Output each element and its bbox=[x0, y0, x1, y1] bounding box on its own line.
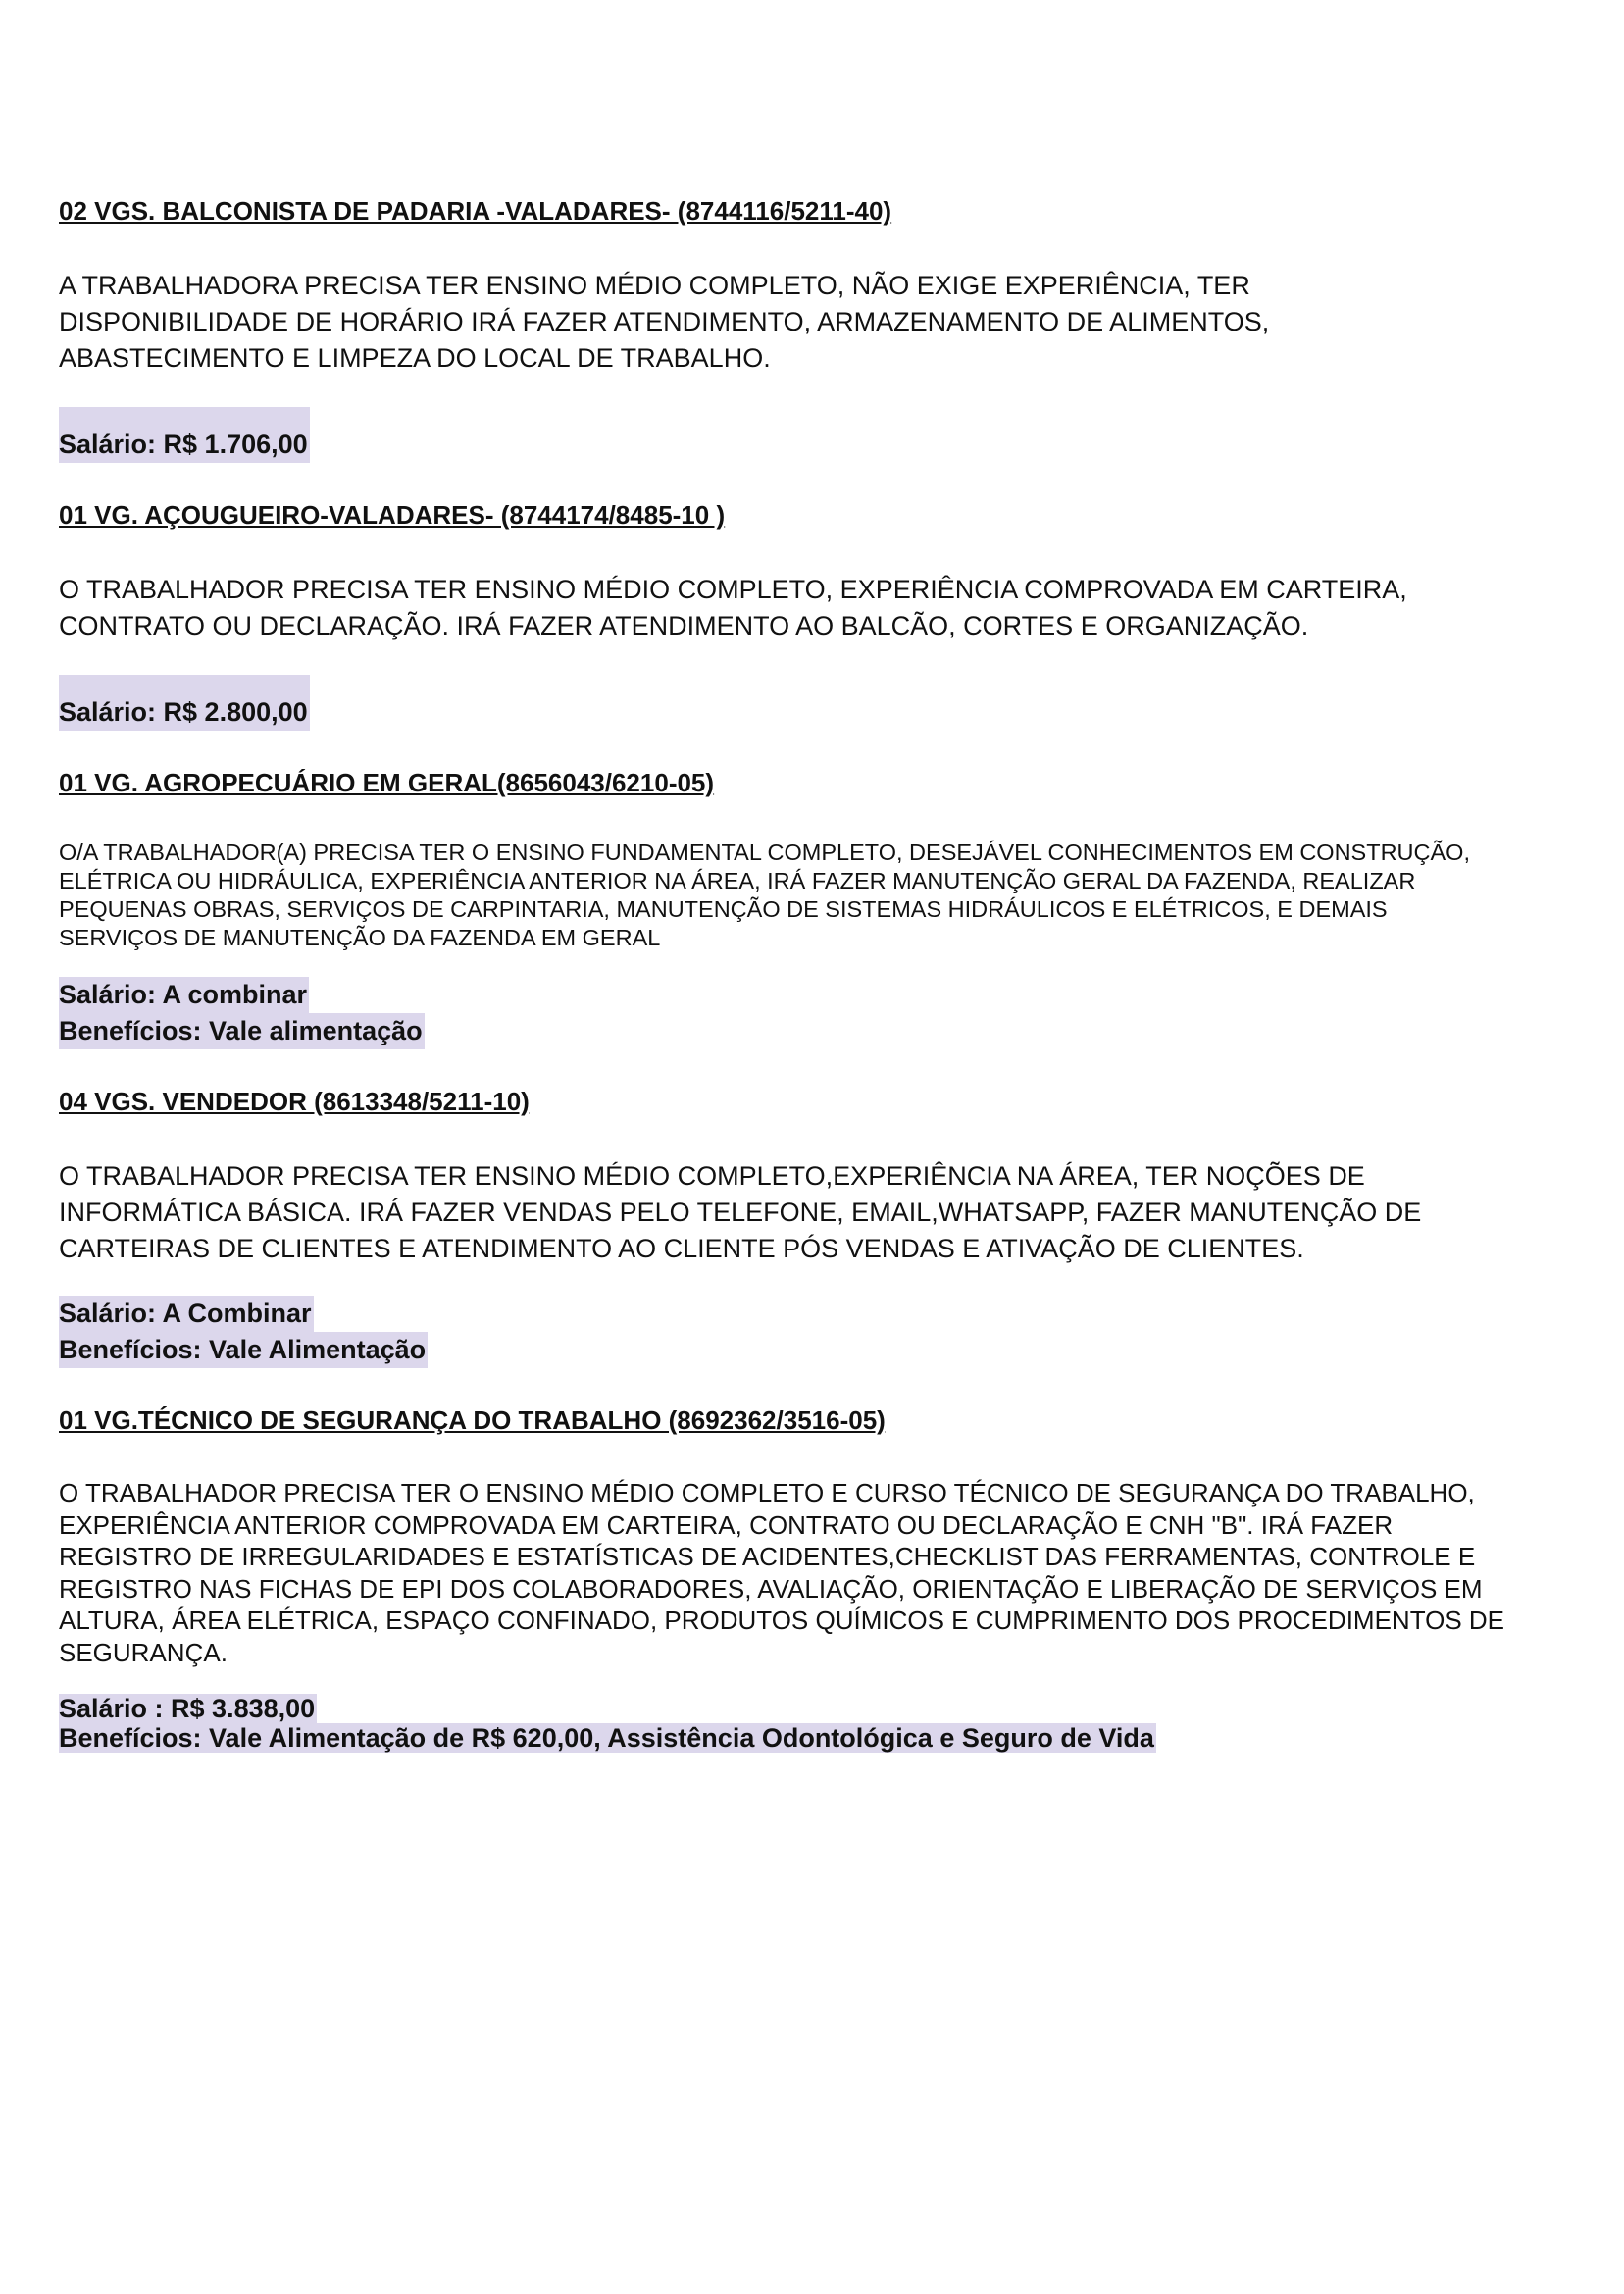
job-description: O TRABALHADOR PRECISA TER ENSINO MÉDIO COMPLETO,EXPERIÊNCIA NA ÁREA, TER NOÇÕES DE INFORMÁTICA BÁSICA. IRÁ FAZER VENDAS PELO TELEFONE, EMAIL,WHATSAPP, FAZER MANUTENÇÃO DE CARTEIRAS DE CLIENTES E ATENDIMENTO AO CLIENTE PÓS VENDAS E ATIVAÇÃO DE CLIENTES. bbox=[59, 1161, 1422, 1263]
job-listing-vendedor bbox=[59, 1085, 1510, 1368]
job-description: O/A TRABALHADOR(A) PRECISA TER O ENSINO FUNDAMENTAL COMPLETO, DESEJÁVEL CONHECIMENTOS EM CONSTRUÇÃO, ELÉTRICA OU HIDRÁULICA, EXPERIÊNCIA ANTERIOR NA ÁREA, IRÁ FAZER MANUTENÇÃO GERAL DA FAZENDA, REALIZAR PEQUENAS OBRAS, SERVIÇOS DE CARPINTARIA, MANUTENÇÃO DE SISTEMAS HIDRÁULICOS E ELÉTRICOS, E DEMAIS SERVIÇOS DE MANUTENÇÃO DA FAZENDA EM GERAL bbox=[59, 840, 1470, 950]
salary-label: Salário: R$ 2.800,00 bbox=[59, 675, 310, 731]
job-title: 01 VG. AGROPECUÁRIO EM GERAL(8656043/6210-05) bbox=[59, 768, 715, 797]
salary-label: Salário : R$ 3.838,00 bbox=[59, 1694, 316, 1723]
job-description: A TRABALHADORA PRECISA TER ENSINO MÉDIO COMPLETO, NÃO EXIGE EXPERIÊNCIA, TER DISPONIBILIDADE DE HORÁRIO IRÁ FAZER ATENDIMENTO, ARMAZENAMENTO DE ALIMENTOS, ABASTECIMENTO E LIMPEZA DO LOCAL DE TRABALHO. bbox=[59, 271, 1270, 373]
job-description: O TRABALHADOR PRECISA TER ENSINO MÉDIO COMPLETO, EXPERIÊNCIA COMPROVADA EM CARTEIRA, CONTRATO OU DECLARAÇÃO. IRÁ FAZER ATENDIMENTO AO BALCÃO, CORTES E ORGANIZAÇÃO. bbox=[59, 575, 1407, 640]
job-listing-agropecuario bbox=[59, 766, 1510, 1049]
benefits-label: Benefícios: Vale alimentação bbox=[59, 1013, 425, 1049]
job-title: 04 VGS. VENDEDOR (8613348/5211-10) bbox=[59, 1087, 530, 1116]
job-listing-acougueiro bbox=[59, 498, 1510, 731]
job-listing-tecnico-seguranca bbox=[59, 1403, 1510, 1753]
benefits-label: Benefícios: Vale Alimentação bbox=[59, 1332, 428, 1368]
salary-label: Salário: A combinar bbox=[59, 977, 309, 1013]
job-title: 01 VG. AÇOUGUEIRO-VALADARES- (8744174/8485-10 ) bbox=[59, 500, 726, 530]
salary-label: Salário: R$ 1.706,00 bbox=[59, 407, 310, 463]
benefits-label: Benefícios: Vale Alimentação de R$ 620,00, Assistência Odontológica e Seguro de Vida bbox=[59, 1723, 1154, 1753]
job-title: 02 VGS. BALCONISTA DE PADARIA -VALADARES- (8744116/5211-40) bbox=[59, 196, 892, 226]
job-listing-balconista bbox=[59, 194, 1510, 463]
document-page bbox=[59, 194, 1510, 1753]
job-title: 01 VG.TÉCNICO DE SEGURANÇA DO TRABALHO (8692362/3516-05) bbox=[59, 1405, 886, 1435]
salary-label: Salário: A Combinar bbox=[59, 1296, 314, 1332]
job-description: O TRABALHADOR PRECISA TER O ENSINO MÉDIO COMPLETO E CURSO TÉCNICO DE SEGURANÇA DO TRABALHO, EXPERIÊNCIA ANTERIOR COMPROVADA EM CARTEIRA, CONTRATO OU DECLARAÇÃO E CNH "B". IRÁ FAZER REGISTRO DE IRREGULARIDADES E ESTATÍSTICAS DE ACIDENTES,CHECKLIST DAS FERRAMENTAS, CONTROLE E REGISTRO NAS FICHAS DE EPI DOS COLABORADORES, AVALIAÇÃO, ORIENTAÇÃO E LIBERAÇÃO DE SERVIÇOS EM ALTURA, ÁREA ELÉTRICA, ESPAÇO CONFINADO, PRODUTOS QUÍMICOS E CUMPRIMENTO DOS PROCEDIMENTOS DE SEGURANÇA. bbox=[59, 1478, 1505, 1667]
